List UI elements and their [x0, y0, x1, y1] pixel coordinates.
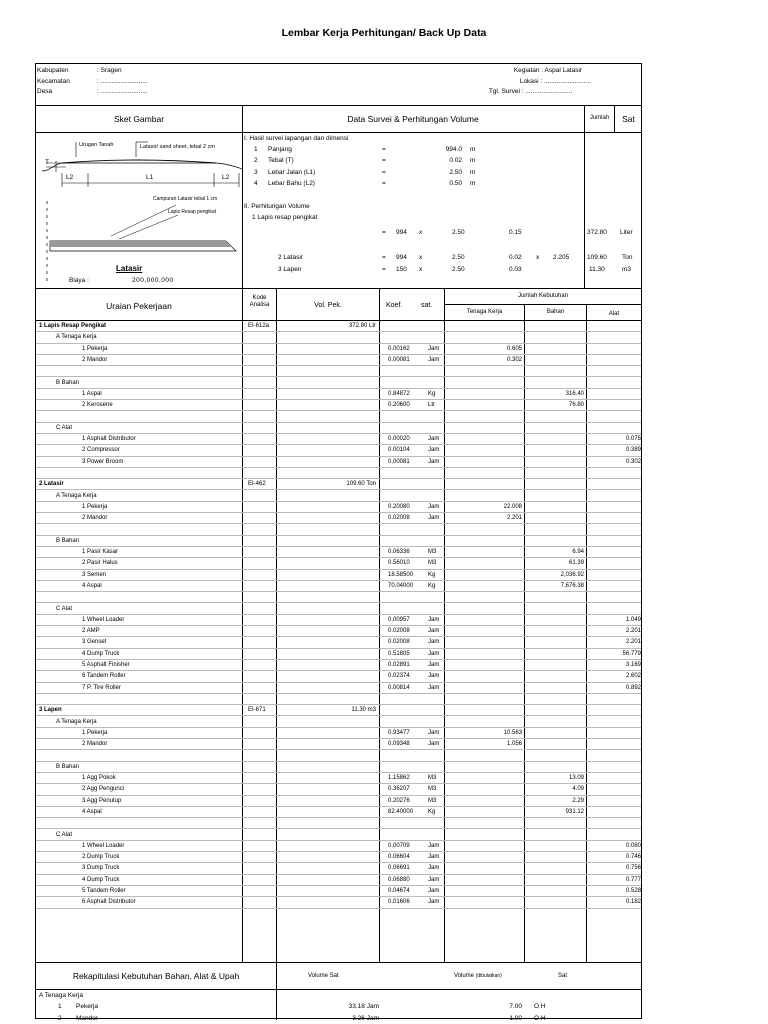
item-label: 2 Agg Pengunci: [82, 786, 125, 793]
satuan: Jam: [428, 515, 440, 522]
koef: 0.02891: [388, 662, 410, 668]
survey-heading: Data Survei & Perhitungan Volume: [347, 114, 479, 124]
group-title: C Alat: [56, 424, 73, 431]
table-row: [36, 626, 641, 637]
table-row: [36, 513, 641, 524]
l2-left-label: L2: [66, 174, 74, 181]
item-label: 7 P. Tire Roller: [82, 684, 121, 691]
bahan-value: 931.12: [565, 808, 584, 815]
dim-u: m: [470, 157, 476, 165]
dim-v: 2.50: [449, 168, 462, 176]
item-label: 1 Agg Pokok: [82, 775, 116, 781]
group-title: B Bahan: [56, 537, 80, 544]
satuan: M3: [428, 775, 437, 781]
kegiatan: Kegiatan : Aspal Latasir: [513, 67, 583, 74]
table-row: [36, 558, 641, 569]
item-label: 1 Aspal: [82, 390, 102, 397]
koef: 1.15862: [388, 775, 410, 781]
table-row: [36, 468, 641, 479]
alat-value: 0.892: [625, 684, 641, 691]
alat-value: 0.302: [625, 458, 641, 465]
dim-lbl: Lebar Jalan (L1): [268, 168, 316, 176]
alat-value: 0.075: [625, 436, 641, 442]
l2-right-label: L2: [222, 174, 230, 181]
table-row: [36, 445, 641, 456]
dim-eq: =: [382, 146, 386, 153]
jumlah-kebutuhan-heading: Jumlah Kebutuhan: [517, 293, 569, 299]
satuan: Jam: [428, 888, 440, 894]
item-label: 2 Pasir Halus: [82, 560, 118, 567]
satuan: Jam: [428, 345, 440, 352]
dim-u: m: [470, 168, 476, 176]
item-label: 1 Asphalt Distributor: [82, 436, 136, 442]
table-row: [36, 897, 641, 908]
koef: 0.20600: [388, 402, 410, 409]
jumlah-heading: Jumlah: [589, 115, 610, 121]
item-label: 4 Aspal: [82, 808, 102, 815]
recap-rounded: 1.00: [509, 1014, 522, 1022]
c3-c: 0.03: [509, 266, 522, 273]
kode-analisa: EI-671: [248, 707, 266, 714]
bahan-heading: Bahan: [546, 309, 565, 315]
table-row: [36, 875, 641, 886]
satuan: Ltr: [428, 402, 436, 409]
item-label: 4 Dump Truck: [82, 650, 120, 657]
table-row: [36, 457, 641, 468]
latasir-note: Latasir/ sand sheet, tebal 2 cm: [140, 144, 215, 150]
item-label: 3 Dump Truck: [82, 865, 120, 872]
table-row: [36, 411, 641, 422]
section-title: 3 Lapen: [39, 707, 62, 714]
koef: 18.58500: [388, 571, 414, 578]
info-left: [37, 66, 148, 98]
alat-value: 0.182: [625, 899, 641, 906]
table-row: [36, 615, 641, 626]
table-row: [36, 434, 641, 445]
info-right: [481, 66, 591, 98]
c2-x2: x: [536, 254, 540, 261]
table-row: [36, 671, 641, 682]
koef: 0.51805: [388, 650, 410, 657]
tk-value: 0.302: [506, 356, 522, 363]
c3-x: x: [419, 266, 423, 273]
item-label: 3 Genset: [82, 639, 107, 646]
vol-pek: 11.30 m3: [351, 707, 376, 714]
satuan: Jam: [428, 639, 440, 646]
item-label: 6 Asphalt Distributor: [82, 899, 136, 906]
bahan-value: 7,676.38: [560, 582, 584, 589]
tk-value: 2.201: [506, 515, 522, 522]
tk-value: 0.605: [506, 345, 522, 352]
satuan: Jam: [428, 684, 440, 691]
item-label: 2 Mandor: [82, 356, 108, 363]
item-label: 1 Pekerja: [82, 503, 108, 510]
biaya-label: Biaya :: [69, 277, 89, 284]
dim-v: 0.50: [449, 179, 462, 187]
koef: 0.84872: [388, 390, 410, 397]
table-row: [36, 784, 641, 795]
table-row: [36, 536, 641, 547]
koef: 0.00081: [388, 356, 410, 363]
table-row: [36, 886, 641, 897]
recap-label: Mandor: [76, 1014, 99, 1022]
satuan: M3: [428, 797, 437, 804]
item-label: 1 Wheel Loader: [82, 616, 125, 623]
table-row: [36, 491, 641, 502]
satuan: Kg: [428, 571, 436, 578]
biaya-value: 200,000,000: [132, 277, 174, 284]
lapis-label: Lapis Resap pengikat: [168, 209, 217, 215]
table-row: [36, 818, 641, 829]
satuan: Jam: [428, 865, 440, 872]
alat-heading: Alat: [608, 311, 620, 317]
item-label: 2 Kerosene: [82, 402, 113, 409]
table-row: [36, 479, 641, 490]
dim-u: m: [470, 179, 476, 187]
kode-analisa: EI-612a: [248, 323, 270, 329]
satuan: Kg: [428, 390, 436, 397]
satuan: Jam: [428, 899, 440, 906]
satuan: Jam: [428, 876, 440, 883]
table-row: [36, 807, 641, 818]
sketch-name: Latasir: [116, 264, 143, 273]
survey-h2: II. Perhitungan Volume: [244, 203, 310, 210]
table-row: [36, 524, 641, 535]
section-title: 1 Lapis Resap Pengikat: [39, 323, 107, 329]
koef: 0.04674: [388, 888, 410, 894]
c2-label: 2 Latasir: [278, 254, 303, 261]
table-row: [36, 762, 641, 773]
item-label: 5 Tandem Roller: [82, 888, 126, 894]
desa-label: Desa: [37, 88, 53, 95]
dim-n: 4: [254, 179, 258, 187]
group-title: A Tenaga Kerja: [56, 718, 97, 725]
table-row: [36, 332, 641, 343]
dim-eq: =: [382, 179, 386, 187]
koef: 0.02374: [388, 673, 410, 680]
table-row: [36, 717, 641, 728]
table-row: [36, 581, 641, 592]
dim-v: 0.02: [449, 157, 462, 165]
table-row: [36, 604, 641, 615]
bahan-value: 2.29: [572, 797, 584, 804]
bahan-value: 4.09: [572, 786, 584, 793]
item-label: 1 Pasir Kasar: [82, 549, 119, 555]
item-label: 5 Asphalt Finisher: [82, 662, 130, 668]
satuan: Jam: [428, 650, 440, 657]
alat-value: 2.602: [625, 673, 641, 680]
c2-x: x: [419, 254, 423, 261]
c1-a: 994: [396, 229, 407, 236]
alat-value: 1.049: [625, 616, 641, 623]
vol-pek: 109.60 Ton: [346, 481, 376, 488]
urugan-label: Urugan Tanah: [79, 142, 114, 148]
table-row: [36, 796, 641, 807]
alat-value: 0.389: [625, 447, 641, 454]
koef: 0.02008: [388, 628, 410, 635]
item-label: 4 Dump Truck: [82, 876, 120, 883]
satuan: M3: [428, 786, 437, 793]
satuan: Jam: [428, 628, 440, 635]
koef: 0.06880: [388, 876, 410, 883]
group-title: A Tenaga Kerja: [56, 334, 97, 341]
table-row: [36, 773, 641, 784]
item-label: 1 Pekerja: [82, 729, 108, 736]
satuan: Kg: [428, 582, 436, 589]
koef: 0.09348: [388, 741, 410, 748]
group-title: C Alat: [56, 605, 73, 612]
table-row: [36, 683, 641, 694]
koef: 0.06691: [388, 865, 410, 872]
table-row: [36, 728, 641, 739]
vol-pek: 372.80 Ltr: [348, 323, 376, 329]
c1-x: x: [419, 229, 423, 236]
campuran-label: Campuran Latasir tebal 1 cm: [153, 196, 218, 202]
alat-value: 0.080: [625, 842, 641, 849]
bahan-value: 316.40: [565, 390, 584, 397]
c3-eq: =: [382, 266, 386, 273]
satuan: Jam: [428, 436, 440, 442]
alat-value: 0.528: [625, 888, 641, 894]
recap-rounded: 7.00: [509, 1003, 522, 1010]
satuan: Jam: [428, 741, 440, 748]
recap-volume-sat: Volume Sat: [308, 973, 339, 979]
item-label: 6 Tandem Roller: [82, 673, 126, 680]
item-label: 2 Compressor: [82, 447, 120, 454]
table-row: [36, 502, 641, 513]
item-label: 3 Agg Penutup: [82, 797, 122, 804]
table-row: [36, 321, 641, 332]
satuan: M3: [428, 549, 437, 555]
item-label: 1 Wheel Loader: [82, 842, 125, 849]
recap-volume: 3.26 Jam: [352, 1014, 379, 1022]
table-row: [36, 570, 641, 581]
kecamatan-label: Kecamatan: [37, 77, 70, 85]
sat-heading: Sat: [622, 114, 635, 124]
item-label: 2 Dump Truck: [82, 854, 120, 861]
alat-value: 2.201: [625, 628, 641, 635]
alat-value: 0.746: [625, 854, 641, 861]
page-title: Lembar Kerja Perhitungan/ Back Up Data: [281, 27, 487, 39]
table-row: [36, 400, 641, 411]
recap-sat: O H: [534, 1014, 546, 1022]
table-row: [36, 750, 641, 761]
satuan: Jam: [428, 854, 440, 861]
koef: 0.00162: [388, 345, 410, 352]
c2-c: 0.02: [509, 254, 522, 261]
table-row: [36, 378, 641, 389]
kode-analisa: EI-462: [248, 481, 266, 488]
c1-total: 372.80: [587, 229, 607, 236]
c1-c: 0.15: [509, 229, 522, 236]
koef: 0.01606: [388, 899, 410, 906]
satuan: Kg: [428, 808, 436, 815]
recap-sat: O H: [534, 1003, 546, 1010]
recap-group: A Tenaga Kerja: [39, 992, 83, 999]
table-row: [36, 344, 641, 355]
group-title: A Tenaga Kerja: [56, 492, 97, 499]
c2-a: 994: [396, 254, 407, 261]
c3-b: 2.50: [452, 266, 465, 273]
dim-n: 3: [254, 168, 258, 176]
vol-heading: Vol. Pek.: [314, 302, 342, 309]
lokasi: Lokasi : ..........................: [519, 77, 591, 85]
desa-value: : ..........................: [97, 88, 148, 95]
kabupaten-label: Kabupaten: [37, 67, 69, 74]
dim-lbl: Panjang: [268, 146, 292, 153]
uraian-heading: Uraian Pekerjaan: [106, 301, 172, 311]
table-row: [36, 389, 641, 400]
recap-volume-label: Volume (dibulatkan): [454, 973, 502, 979]
dim-lbl: Tebal (T): [268, 157, 294, 165]
koef: 0.56010: [388, 560, 410, 567]
dim-v: 994.0: [445, 146, 462, 153]
dim-eq: =: [382, 157, 386, 165]
c2-d: 2.205: [553, 254, 570, 261]
table-row: [36, 852, 641, 863]
table-row: [36, 355, 641, 366]
alat-value: 3.169: [625, 662, 641, 668]
item-label: 4 Aspal: [82, 582, 102, 589]
dim-eq: =: [382, 168, 386, 176]
table-row: [36, 423, 641, 434]
item-label: 2 Mandor: [82, 741, 108, 748]
c3-a: 150: [396, 266, 407, 273]
table-row: [36, 366, 641, 377]
item-label: 3 Power Broom: [82, 458, 124, 465]
dim-lbl: Lebar Bahu (L2): [268, 179, 315, 187]
satuan: Jam: [428, 616, 440, 623]
satuan: Jam: [428, 842, 440, 849]
item-label: 3 Semen: [82, 571, 107, 578]
bahan-value: 6.94: [572, 549, 584, 555]
satuan: Jam: [428, 673, 440, 680]
c2-b: 2.50: [452, 254, 465, 261]
recap-label: Pekerja: [76, 1003, 99, 1010]
c1-eq: =: [382, 229, 386, 236]
c2-eq: =: [382, 254, 386, 261]
table-row: [36, 547, 641, 558]
koef: 0.00104: [388, 447, 410, 454]
sat-col-heading: sat.: [421, 302, 433, 309]
alat-value: 0.777: [625, 876, 641, 883]
c1-unit: Liter: [620, 229, 633, 236]
item-label: 2 AMP: [82, 628, 100, 635]
koef: 0.20276: [388, 797, 410, 804]
table-row: [36, 830, 641, 841]
bahan-value: 2,036.92: [560, 571, 584, 578]
koef: 82.40000: [388, 808, 414, 815]
section-title: 2 Latasir: [39, 481, 64, 488]
satuan: Jam: [428, 458, 440, 465]
tk-value: 10.563: [503, 729, 522, 736]
kabupaten-value: : Sragen: [97, 67, 122, 74]
recap-heading: Rekapitulasi Kebutuhan Bahan, Alat & Upah: [72, 971, 240, 981]
l1-label: L1: [146, 174, 154, 181]
table-row: [36, 592, 641, 603]
recap-no: 1: [58, 1003, 62, 1010]
koef: 0.02008: [388, 515, 410, 522]
alat-value: 56.779: [622, 650, 641, 657]
satuan: Jam: [428, 503, 440, 510]
recap-sat-label: Sat: [558, 973, 568, 979]
bahan-value: 13.09: [568, 775, 584, 781]
satuan: Jam: [428, 662, 440, 668]
koef: 0.00709: [388, 842, 410, 849]
table-row: [36, 705, 641, 716]
group-title: C Alat: [56, 831, 73, 838]
table-row: [36, 660, 641, 671]
tgl-survei: Tgl. Survei : ..........................: [488, 88, 573, 95]
table-row: [36, 694, 641, 705]
satuan: Jam: [428, 356, 440, 363]
bahan-value: 76.80: [568, 402, 584, 409]
item-label: 1 Pekerja: [82, 345, 108, 352]
alat-value: 0.756: [625, 865, 641, 872]
koef: 0.00081: [388, 458, 410, 465]
tk-heading: Tenaga Kerja: [466, 309, 503, 315]
table-row: [36, 739, 641, 750]
bahan-value: 61.39: [568, 560, 584, 567]
kecamatan-value: : ..........................: [97, 77, 148, 85]
koef: 70.04000: [388, 582, 414, 589]
tk-value: 22.008: [503, 503, 522, 510]
tk-value: 1.056: [506, 741, 522, 748]
calc1-label: 1 Lapis resap pengikat: [252, 214, 318, 221]
sketch-heading: Sket Gambar: [113, 114, 165, 124]
dim-n: 2: [254, 157, 258, 165]
survey-h1: I. Hasil survei lapangan dan dimensi: [244, 135, 349, 142]
c2-unit: Ton: [622, 254, 633, 261]
satuan: Jam: [428, 447, 440, 454]
koef-heading: Koef.: [386, 302, 403, 309]
recap-volume: 33.18 Jam: [348, 1003, 379, 1010]
koef: 0.02008: [388, 639, 410, 646]
kode-heading: Kode Analisa: [249, 295, 270, 308]
group-title: B Bahan: [56, 379, 80, 386]
c3-label: 3 Lapen: [278, 266, 302, 273]
worksheet: [35, 63, 642, 1022]
satuan: M3: [428, 560, 437, 567]
satuan: Jam: [428, 729, 440, 736]
alat-value: 2.201: [625, 639, 641, 646]
table-row: [36, 649, 641, 660]
koef: 0.00814: [388, 684, 410, 691]
item-label: 2 Mandor: [82, 515, 108, 522]
koef: 0.06604: [388, 854, 410, 861]
table-row: [36, 841, 641, 852]
koef: 0.20080: [388, 503, 410, 510]
t-label: T: [45, 159, 49, 166]
dim-n: 1: [254, 146, 258, 153]
koef: 0.06336: [388, 549, 410, 555]
recap-no: 2: [58, 1014, 62, 1022]
table-row: [36, 637, 641, 648]
group-title: B Bahan: [56, 763, 80, 770]
koef: 0.36207: [388, 786, 410, 793]
dim-u: m: [470, 146, 476, 153]
c3-total: 11.30: [589, 266, 605, 273]
survey-data: [244, 133, 640, 144]
koef: 0.00957: [388, 616, 410, 623]
c1-b: 2.50: [452, 229, 465, 236]
koef: 0.93477: [388, 729, 410, 736]
c3-unit: m3: [622, 266, 632, 273]
c2-total: 109.60: [587, 254, 607, 261]
table-row: [36, 863, 641, 874]
koef: 0.00020: [388, 436, 410, 442]
